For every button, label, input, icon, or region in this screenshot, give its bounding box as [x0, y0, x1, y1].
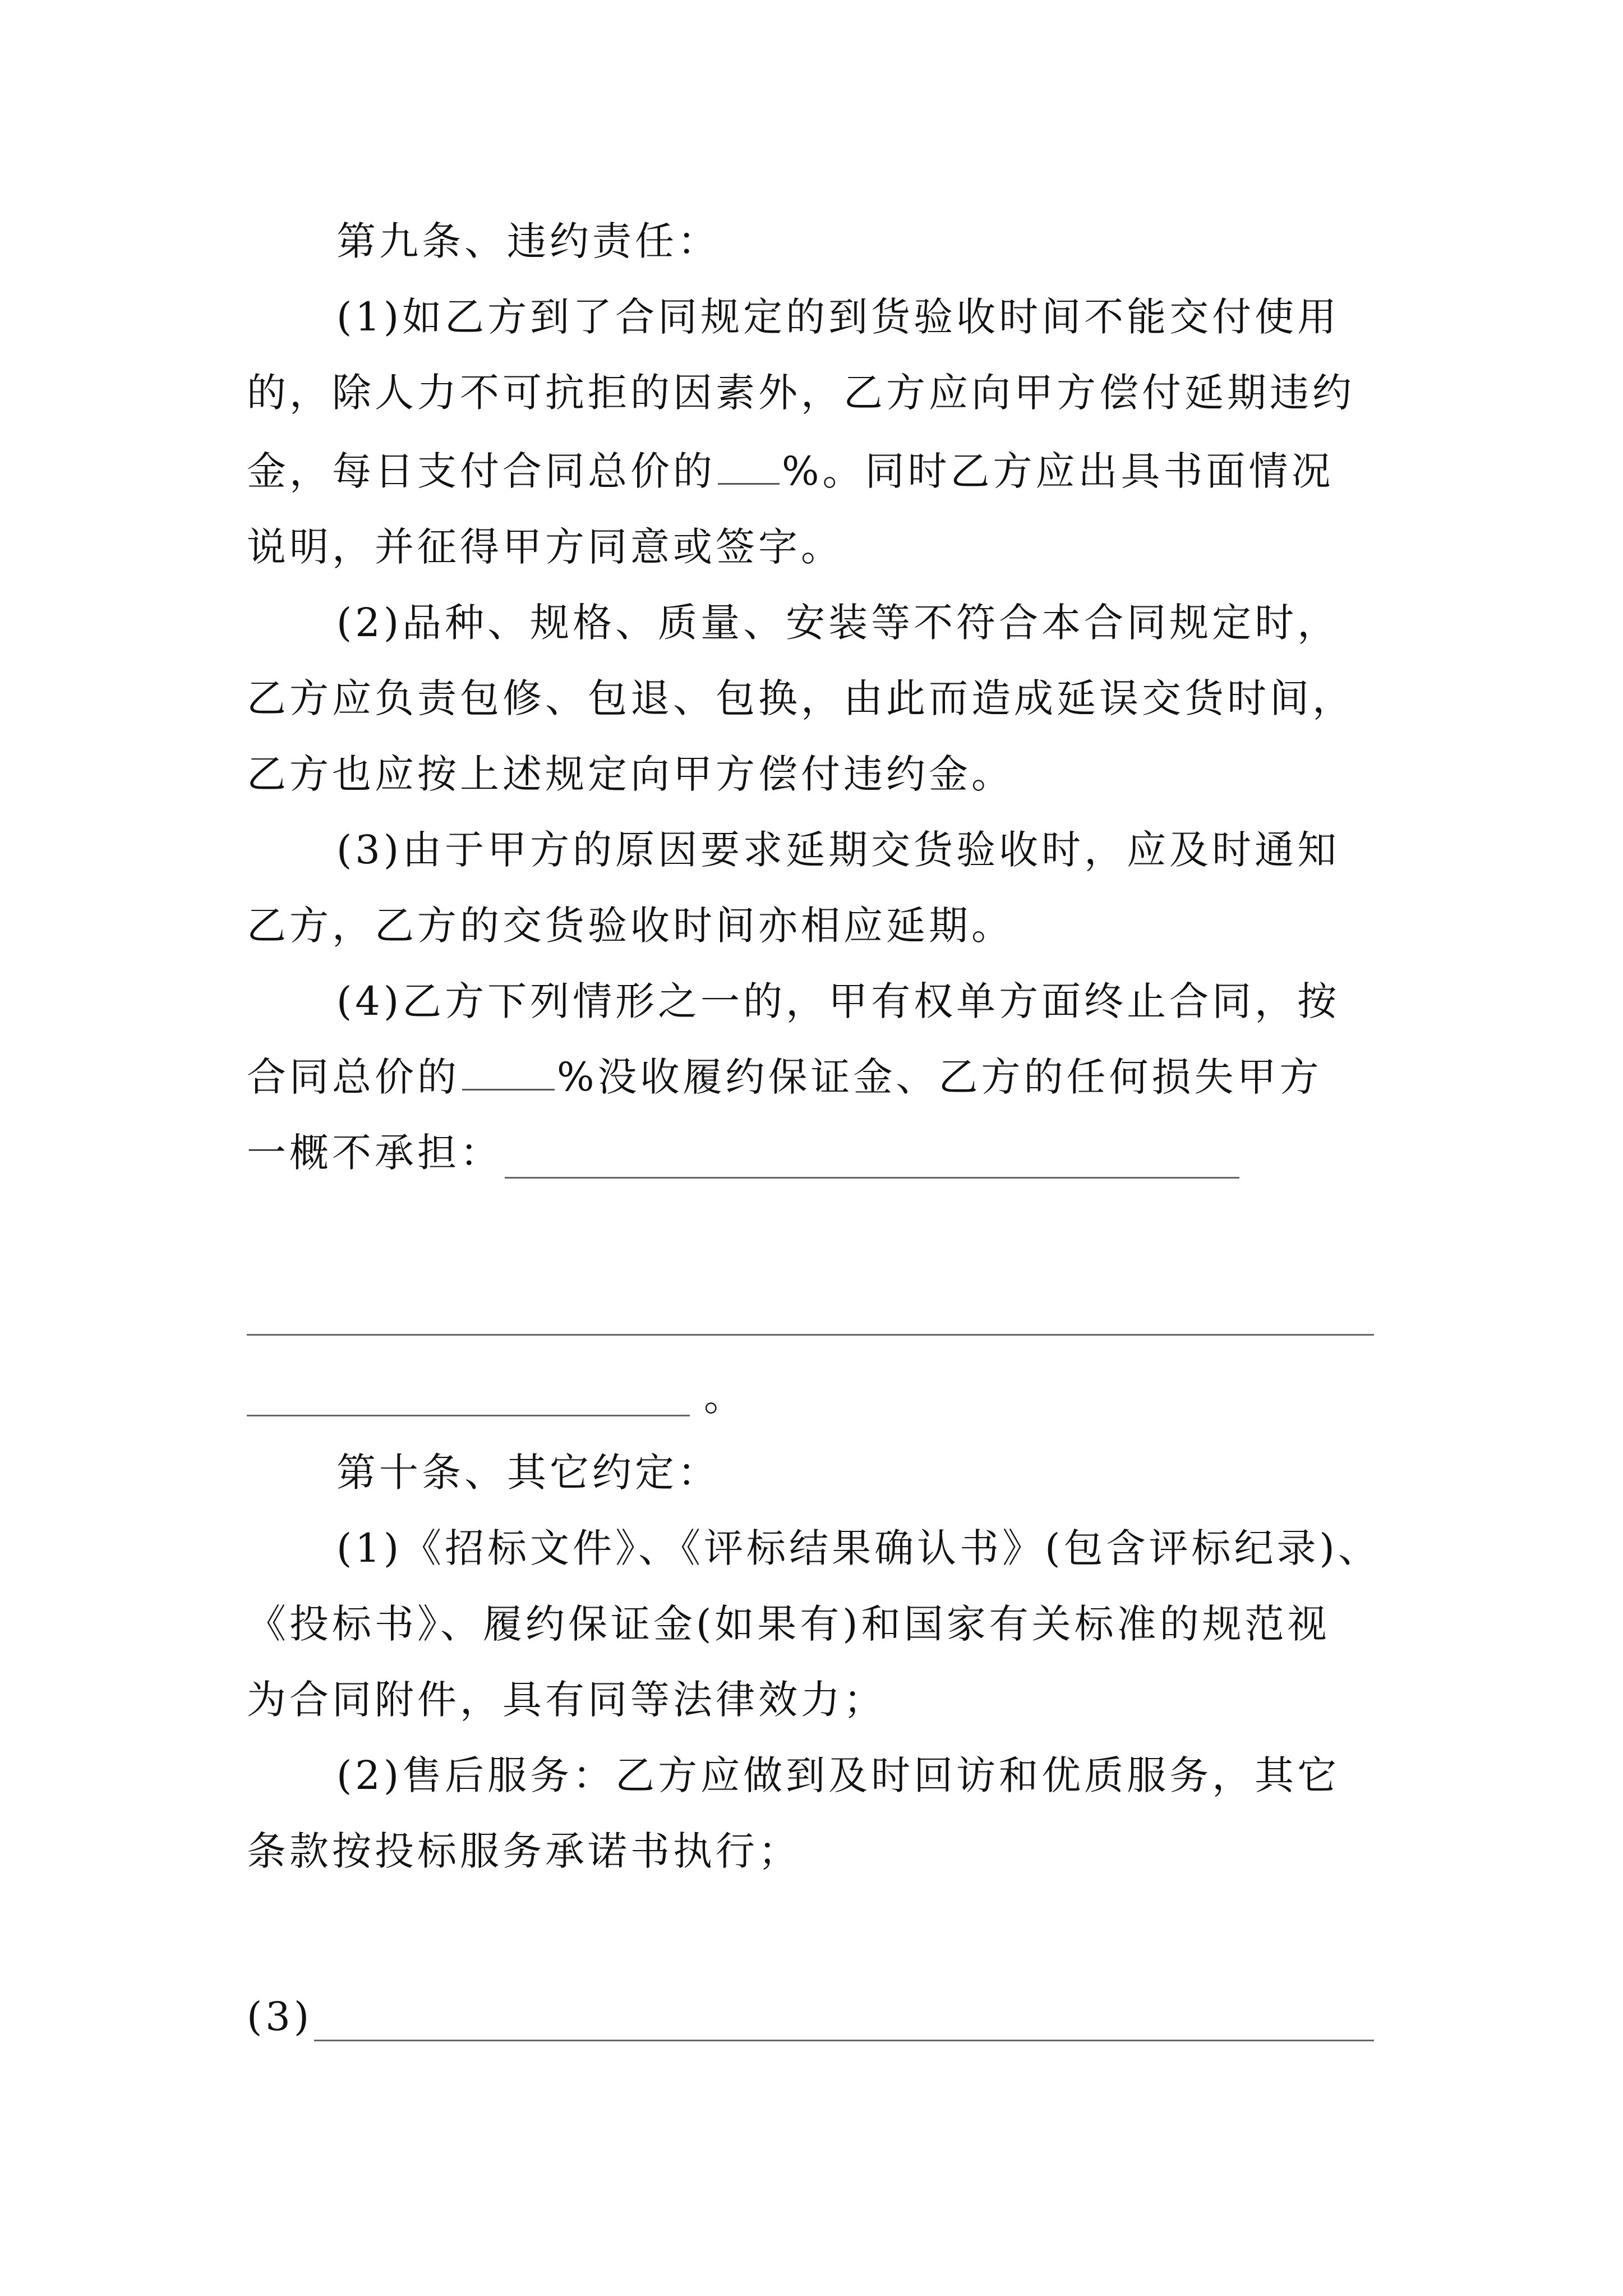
- article10-heading: 第十条、其它约定：: [336, 1450, 720, 1496]
- article9-p1-line3-text-b: %。同时乙方应出具书面情况: [782, 448, 1334, 494]
- termination-cases-blank-line3[interactable]: [247, 1415, 690, 1416]
- article9-p4-line2-text-b: %没收履约保证金、乙方的任何损失甲方: [557, 1054, 1322, 1100]
- other-terms-blank-line[interactable]: [314, 2040, 1374, 2041]
- article10-p3-label: (3): [247, 1994, 313, 2040]
- article9-p1-line3-text-a: 金，每日支付合同总价的: [247, 448, 716, 494]
- daily-penalty-rate-blank[interactable]: [718, 449, 780, 485]
- article9-heading: 第九条、违约责任：: [336, 218, 720, 264]
- article9-p2-line3: 乙方也应按上述规定向甲方偿付违约金。: [247, 751, 1014, 797]
- article9-p1-line1: (1)如乙方到了合同规定的到货验收时间不能交付使用: [336, 294, 1340, 340]
- article9-p1-line3: [247, 443, 1334, 499]
- article9-p2-line1: (2)品种、规格、质量、安装等不符合本合同规定时，: [336, 600, 1340, 646]
- deposit-forfeit-rate-blank[interactable]: [462, 1055, 555, 1091]
- article10-p2-line1: (2)售后服务：乙方应做到及时回访和优质服务，其它: [336, 1752, 1340, 1798]
- article9-p4-line2: [247, 1049, 1322, 1105]
- termination-cases-blank-line2[interactable]: [247, 1334, 1374, 1336]
- article9-p3-line1: (3)由于甲方的原因要求延期交货验收时，应及时通知: [336, 827, 1340, 873]
- article9-p4-line2-text-a: 合同总价的: [247, 1054, 460, 1100]
- article9-p1-line4: 说明，并征得甲方同意或签字。: [247, 524, 843, 570]
- article10-p1-line2: 《投标书》、履约保证金(如果有)和国家有关标准的规范视: [247, 1601, 1330, 1647]
- termination-cases-period: 。: [704, 1374, 746, 1420]
- article9-p4-line1: (4)乙方下列情形之一的，甲有权单方面终止合同，按: [336, 978, 1340, 1024]
- article9-p3-line2: 乙方，乙方的交货验收时间亦相应延期。: [247, 903, 1014, 949]
- article10-p1-line1: (1)《招标文件》、《评标结果确认书》(包含评标纪录)、: [336, 1525, 1381, 1571]
- article10-p2-line2: 条款按投标服务承诺书执行；: [247, 1828, 801, 1874]
- article9-p4-line3: 一概不承担：: [247, 1130, 502, 1176]
- article9-p2-line2: 乙方应负责包修、包退、包换，由此而造成延误交货时间，: [247, 675, 1355, 721]
- article9-p1-line2: 的，除人力不可抗拒的因素外，乙方应向甲方偿付延期违约: [247, 370, 1355, 416]
- article10-p1-line3: 为合同附件，具有同等法律效力；: [247, 1677, 886, 1723]
- termination-cases-blank-line1[interactable]: [505, 1177, 1239, 1179]
